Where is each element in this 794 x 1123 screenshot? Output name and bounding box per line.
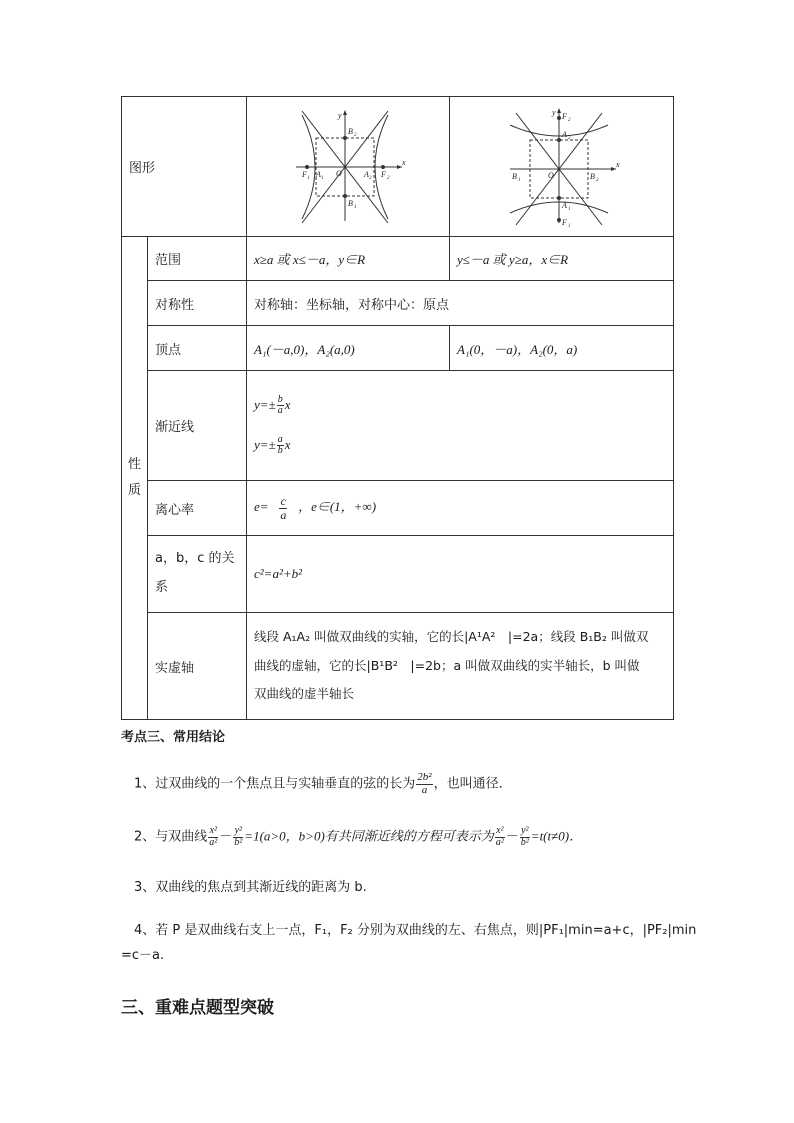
- svg-text:2: 2: [387, 175, 390, 181]
- asymptote-value: y=± $\frac{b}{a}$ x y=± $\frac{a}{b}$ x: [247, 371, 674, 481]
- axes-value: 线段 A₁A₂ 叫做双曲线的实轴，它的长|A¹A² |=2a；线段 B₁B₂ 叫做双 曲线的虚轴，它的长|B¹B² |=2b；a 叫做双曲线的实半轴长，b 叫做 双曲线的虚半轴长: [247, 613, 674, 720]
- svg-text:1: 1: [321, 175, 324, 181]
- svg-text:B: B: [348, 198, 353, 208]
- svg-text:O: O: [336, 168, 342, 178]
- svg-text:A: A: [561, 129, 567, 139]
- graph-vertical-hyperbola: [450, 97, 674, 237]
- horizontal-hyperbola-figure: [288, 107, 408, 227]
- svg-text:A: A: [561, 200, 567, 210]
- range-right: y≤－a 或 y≥a，x∈R: [450, 237, 674, 281]
- graph-horizontal-hyperbola: [247, 97, 450, 237]
- svg-text:y: y: [338, 110, 342, 120]
- svg-text:x: x: [402, 157, 406, 167]
- conclusion-item-2: 2、与双曲线 $\frac{\text{x²}}{\text{a²}}$ － $\frac{\text{y²}}{\text{b²}}$ =1(a>0，b>0)有共同渐近线的方程可表示为 $\frac{\text{x²}}{\text{a²}}$ － $\frac{\text{y²}}{\text{b²}}$ =t(t≠0)．: [134, 825, 583, 848]
- svg-text:x: x: [615, 159, 620, 169]
- vertical-hyperbola-figure: [502, 107, 622, 227]
- svg-text:A: A: [316, 169, 321, 179]
- relation-label: a，b，c 的关 系: [148, 536, 247, 613]
- svg-text:2: 2: [567, 117, 571, 123]
- range-left: x≥a 或 x≤－a，y∈R: [247, 237, 450, 281]
- svg-text:2: 2: [354, 132, 357, 138]
- conclusion-item-3: 3、双曲线的焦点到其渐近线的距离为 b.: [134, 880, 367, 895]
- section-heading: 三、重难点题型突破: [121, 998, 274, 1018]
- svg-text:A: A: [364, 169, 369, 179]
- range-label: 范围: [148, 237, 247, 281]
- svg-text:O: O: [547, 170, 554, 180]
- svg-text:2: 2: [595, 177, 599, 183]
- svg-text:2: 2: [369, 175, 372, 181]
- properties-label: 性 质: [122, 237, 148, 720]
- svg-text:F: F: [381, 169, 386, 179]
- symmetry-label: 对称性: [148, 281, 247, 326]
- eccentricity-label: 离心率: [148, 481, 247, 536]
- relation-value: c²=a²+b²: [247, 536, 674, 613]
- svg-text:B: B: [348, 126, 353, 136]
- symmetry-value: 对称轴：坐标轴，对称中心：原点: [247, 281, 674, 326]
- svg-text:2: 2: [567, 135, 571, 141]
- svg-text:B: B: [589, 171, 595, 181]
- svg-text:1: 1: [567, 223, 571, 227]
- asymptote-label: 渐近线: [148, 371, 247, 481]
- conclusion-item-1: 1、过双曲线的一个焦点且与实轴垂直的弦的长为 $\frac{\text{2b²}}{a}$ ，也叫通径．: [134, 771, 512, 796]
- graph-label: 图形: [122, 97, 247, 237]
- svg-text:F: F: [561, 111, 567, 121]
- axes-label: 实虚轴: [148, 613, 247, 720]
- svg-text:1: 1: [567, 206, 571, 212]
- svg-text:F: F: [302, 169, 307, 179]
- hyperbola-properties-table: [121, 96, 674, 720]
- svg-text:B: B: [511, 171, 517, 181]
- vertex-left: A₁(－a,0)，A₂(a,0): [247, 326, 450, 371]
- svg-text:F: F: [561, 217, 567, 227]
- section-title: 考点三、常用结论: [121, 730, 226, 745]
- svg-text:y: y: [551, 107, 556, 117]
- vertex-right: A₁(0，－a)，A₂(0，a): [450, 326, 674, 371]
- vertex-label: 顶点: [148, 326, 247, 371]
- eccentricity-value: e= $\frac{c}{a}$ ，e∈(1，+∞): [247, 481, 674, 536]
- svg-text:1: 1: [517, 177, 521, 183]
- conclusion-item-4-line2: =c－a.: [121, 948, 165, 963]
- svg-text:1: 1: [354, 204, 357, 210]
- svg-text:1: 1: [307, 175, 310, 181]
- conclusion-item-4-line1: 4、若 P 是双曲线右支上一点，F₁，F₂ 分别为双曲线的左、右焦点，则|PF₁|min=a+c，|PF₂|min: [134, 923, 697, 938]
